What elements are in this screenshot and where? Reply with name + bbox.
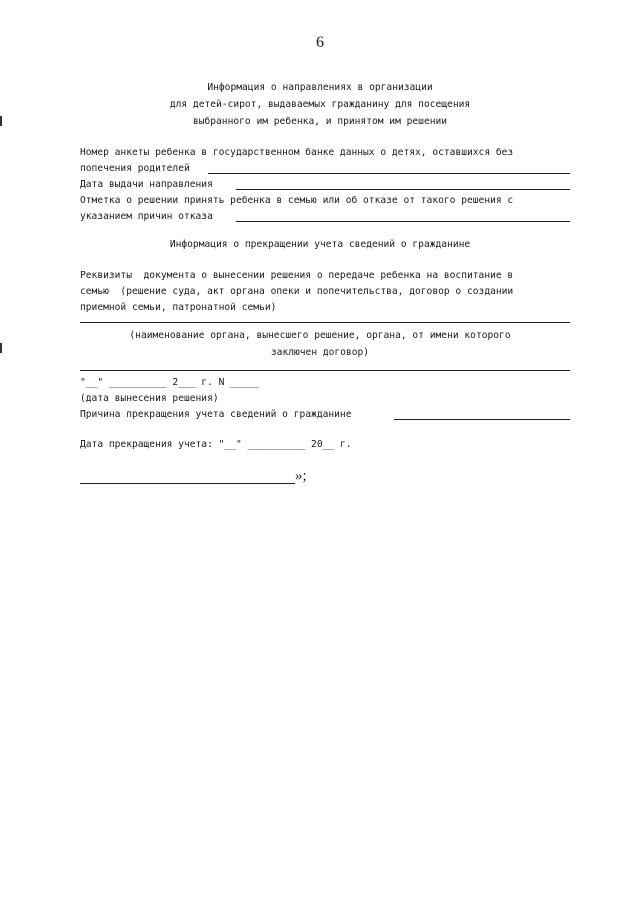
document-title-line-2: для детей-сирот, выдаваемых гражданину для посещения	[169, 99, 471, 110]
decision-date-field[interactable]: "__" __________ 2___ г. N _____	[80, 377, 260, 388]
decision-mark-label: Отметка о решении принять ребенка в семью или об отказе от такого решения с	[80, 195, 514, 206]
decision-mark-field[interactable]	[236, 221, 570, 222]
termination-reason-field[interactable]	[394, 419, 570, 420]
document-title-line-3: выбранного им ребенка, и принятом им решении	[192, 116, 448, 127]
questionnaire-number-field[interactable]	[208, 173, 570, 174]
termination-reason-label: Причина прекращения учета сведений о гражданине	[80, 409, 352, 420]
requisites-text-line-1: Реквизиты документа о вынесении решения о передаче ребенка на воспитание в	[80, 270, 514, 281]
decision-mark-label-cont: указанием причин отказа	[80, 211, 213, 222]
questionnaire-number-label: Номер анкеты ребенка в государственном банке данных о детях, оставшихся без	[80, 147, 514, 158]
requisites-text-line-2: семью (решение суда, акт органа опеки и попечительства, договор о создании	[80, 286, 514, 297]
decision-date-caption: (дата вынесения решения)	[80, 393, 219, 404]
closing-signature-line[interactable]	[80, 483, 295, 484]
termination-date-field[interactable]: Дата прекращения учета: "__" __________ 20__ г.	[80, 439, 352, 450]
requisites-text-line-3: приемной семьи, патронатной семьи)	[80, 302, 277, 313]
organ-name-field[interactable]	[80, 322, 570, 323]
organ-caption-line-2: заключен договор)	[270, 347, 370, 358]
closing-quote: »;	[295, 468, 307, 484]
section-termination-title: Информация о прекращении учета сведений о гражданине	[169, 239, 471, 250]
questionnaire-number-label-cont: попечения родителей	[80, 163, 190, 174]
referral-date-label: Дата выдачи направления	[80, 179, 213, 190]
referral-date-field[interactable]	[236, 189, 570, 190]
organ-caption-line-1: (наименование органа, вынесшего решение, органа, от имени которого	[129, 330, 511, 341]
organ-name-field-2[interactable]	[80, 370, 570, 371]
document-title-line-1: Информация о направлениях в организации	[207, 82, 433, 93]
page-number: 6	[316, 34, 324, 51]
